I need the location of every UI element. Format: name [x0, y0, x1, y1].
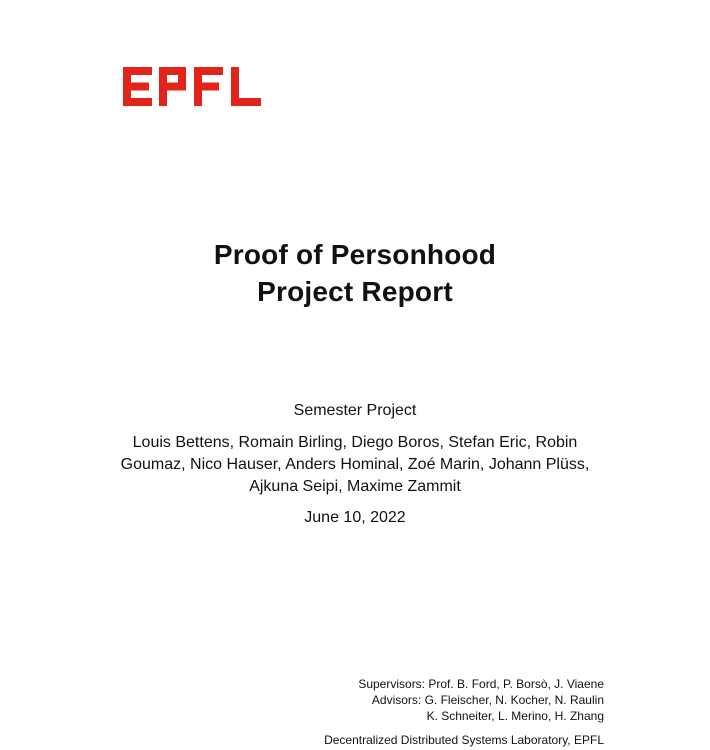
report-title — [0, 236, 710, 310]
authors-list: Louis Bettens, Romain Birling, Diego Boros, Stefan Eric, Robin Goumaz, Nico Hauser, Anders Hominal, Zoé Marin, Johann Plüss, Ajkuna Seipi, Maxime Zammit — [120, 434, 590, 495]
credits-block — [358, 676, 604, 724]
supervisors-line: Supervisors: Prof. B. Ford, P. Borsò, J. Viaene — [358, 677, 604, 691]
laboratory-name: Decentralized Distributed Systems Laboratory, EPFL — [324, 733, 604, 747]
report-date: June 10, 2022 — [304, 509, 406, 526]
title-line-1: Proof of Personhood — [213, 239, 497, 270]
advisors-line-2: K. Schneiter, L. Merino, H. Zhang — [426, 709, 604, 723]
advisors-line-1: Advisors: G. Fleischer, N. Kocher, N. Raulin — [371, 693, 604, 707]
epfl-logo-mark — [123, 67, 263, 107]
project-type: Semester Project — [293, 402, 417, 419]
epfl-logo — [123, 67, 263, 107]
title-line-2: Project Report — [257, 276, 453, 307]
